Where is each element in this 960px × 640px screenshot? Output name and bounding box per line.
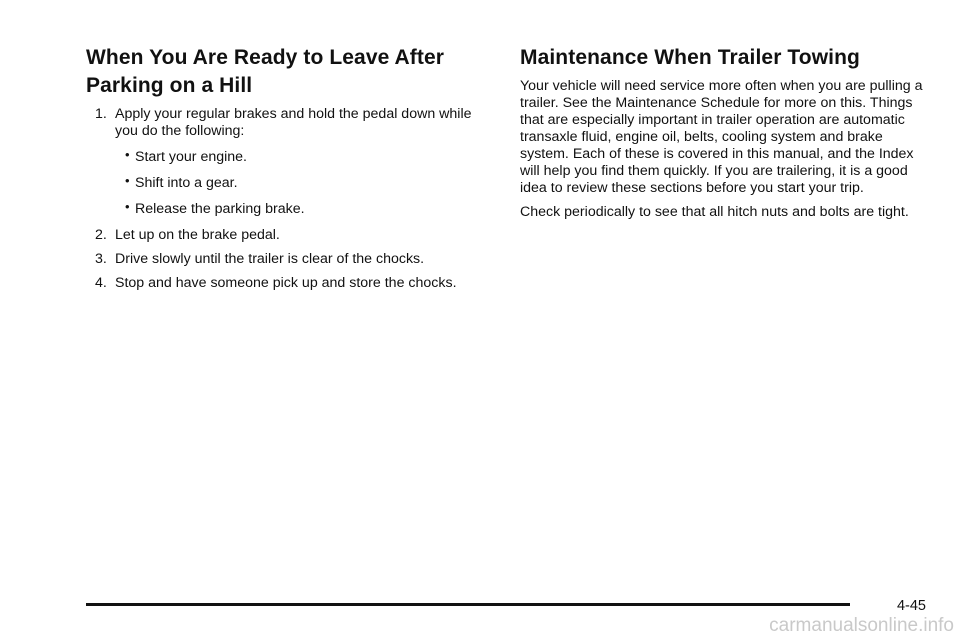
- bullet-item: [125, 149, 486, 166]
- bullet-item: [125, 201, 486, 218]
- bullet-icon: •: [125, 199, 130, 214]
- watermark: carmanualsonline.info: [769, 615, 954, 636]
- step-number: 4.: [95, 275, 107, 291]
- bullet-item: [125, 175, 486, 192]
- bullet-text: Release the parking brake.: [135, 201, 305, 217]
- sub-bullet-list: [115, 149, 486, 218]
- section-heading-leave-after-parking: When You Are Ready to Leave After Parking on a Hill: [86, 46, 445, 97]
- bullet-text: Shift into a gear.: [135, 175, 238, 191]
- step-text: Stop and have someone pick up and store the chocks.: [115, 275, 457, 291]
- step-number: 3.: [95, 251, 107, 267]
- step-item: [95, 275, 486, 292]
- left-column: [86, 40, 486, 299]
- step-text: Let up on the brake pedal.: [115, 227, 280, 243]
- step-text: Apply your regular brakes and hold the pedal down while you do the following:: [115, 106, 472, 139]
- page-number: 4-45: [896, 598, 926, 614]
- bullet-text: Start your engine.: [135, 149, 247, 165]
- right-column: [520, 40, 925, 228]
- bullet-icon: •: [125, 173, 130, 188]
- step-text: Drive slowly until the trailer is clear of the chocks.: [115, 251, 425, 267]
- step-item: [95, 251, 486, 268]
- section-heading-maintenance-trailer: Maintenance When Trailer Towing: [520, 46, 860, 69]
- steps-list: [86, 106, 486, 292]
- bullet-icon: •: [125, 147, 130, 162]
- footer-rule: [86, 603, 850, 606]
- body-paragraph: Your vehicle will need service more often when you are pulling a trailer. See the Maintenance Schedule for more on this. Things that are especially important in trailer operation are automatic transaxle fluid, engine oil, belts, cooling system and brake system. Each of these is covered in this manual, and the Index will help you find them quickly. If you are trailering, it is a good idea to review these sections before you start your trip.: [520, 78, 923, 196]
- step-number: 1.: [95, 106, 107, 122]
- step-number: 2.: [95, 227, 107, 243]
- step-item: [95, 227, 486, 244]
- body-paragraph: Check periodically to see that all hitch nuts and bolts are tight.: [520, 204, 909, 220]
- step-item: [95, 106, 486, 218]
